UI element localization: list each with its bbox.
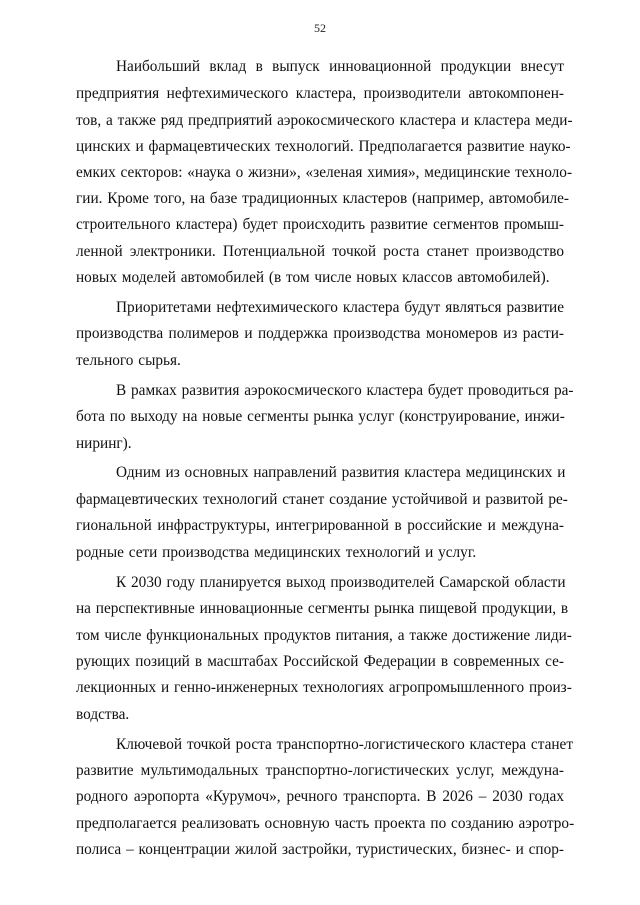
text-line: Ключевой точкой роста транспортно-логистического кластера станет	[116, 736, 574, 753]
text-line: строительного кластера) будет происходить развитие сегментов промыш-	[76, 216, 564, 233]
text-line: Одним из основных направлений развития кластера медицинских и	[116, 464, 566, 481]
text-line: Приоритетами нефтехимического кластера будут являться развитие	[116, 299, 564, 316]
text-line: гиональной инфраструктуры, интегрированной в российские и междуна-	[76, 517, 564, 534]
text-line: предприятия нефтехимического кластера, производители автокомпонен-	[76, 85, 564, 102]
text-line: ниринг).	[76, 435, 132, 452]
text-line: К 2030 году планируется выход производителей Самарской области	[116, 574, 566, 591]
text-line: В рамках развития аэрокосмического кластера будет проводиться ра-	[116, 382, 574, 399]
page-number: 52	[314, 21, 326, 35]
text-line: родного аэропорта «Курумоч», речного транспорта. В 2026 – 2030 годах	[76, 788, 564, 805]
text-line: гии. Кроме того, на базе традиционных кластеров (например, автомобиле-	[76, 190, 569, 207]
text-line: бота по выходу на новые сегменты рынка услуг (конструирование, инжи-	[76, 408, 565, 425]
text-line: новых моделей автомобилей (в том числе новых классов автомобилей).	[76, 269, 550, 286]
text-line: тов, а также ряд предприятий аэрокосмического кластера и кластера меди-	[76, 112, 573, 129]
text-line: ленной электроники. Потенциальной точкой роста станет производство	[76, 243, 564, 260]
text-line: цинских и фармацевтических технологий. Предполагается развитие науко-	[76, 138, 571, 155]
text-line: том числе функциональных продуктов питания, а также достижение лиди-	[76, 627, 572, 644]
text-line: родные сети производства медицинских технологий и услуг.	[76, 544, 477, 561]
text-line: на перспективные инновационные сегменты рынка пищевой продукции, в	[76, 600, 569, 617]
text-line: тельного сырья.	[76, 352, 181, 369]
text-line: полиса – концентрации жилой застройки, туристических, бизнес- и спор-	[76, 841, 564, 858]
text-line: емких секторов: «наука о жизни», «зеленая химия», медицинские техноло-	[76, 164, 573, 181]
text-line: предполагается реализовать основную часть проекта по созданию аэротро-	[76, 815, 575, 832]
text-line: лекционных и генно-инженерных технологиях агропромышленного произ-	[76, 679, 572, 696]
text-line: рующих позиций в масштабах Российской Федерации в современных се-	[76, 653, 564, 670]
text-line: развитие мультимодальных транспортно-логистических услуг, междуна-	[76, 762, 564, 779]
text-line: водства.	[76, 706, 130, 723]
text-line: производства полимеров и поддержка производства мономеров из расти-	[76, 325, 564, 342]
text-line: Наибольший вклад в выпуск инновационной продукции внесут	[116, 58, 564, 75]
text-line: фармацевтических технологий станет создание устойчивой и развитой ре-	[76, 491, 568, 508]
